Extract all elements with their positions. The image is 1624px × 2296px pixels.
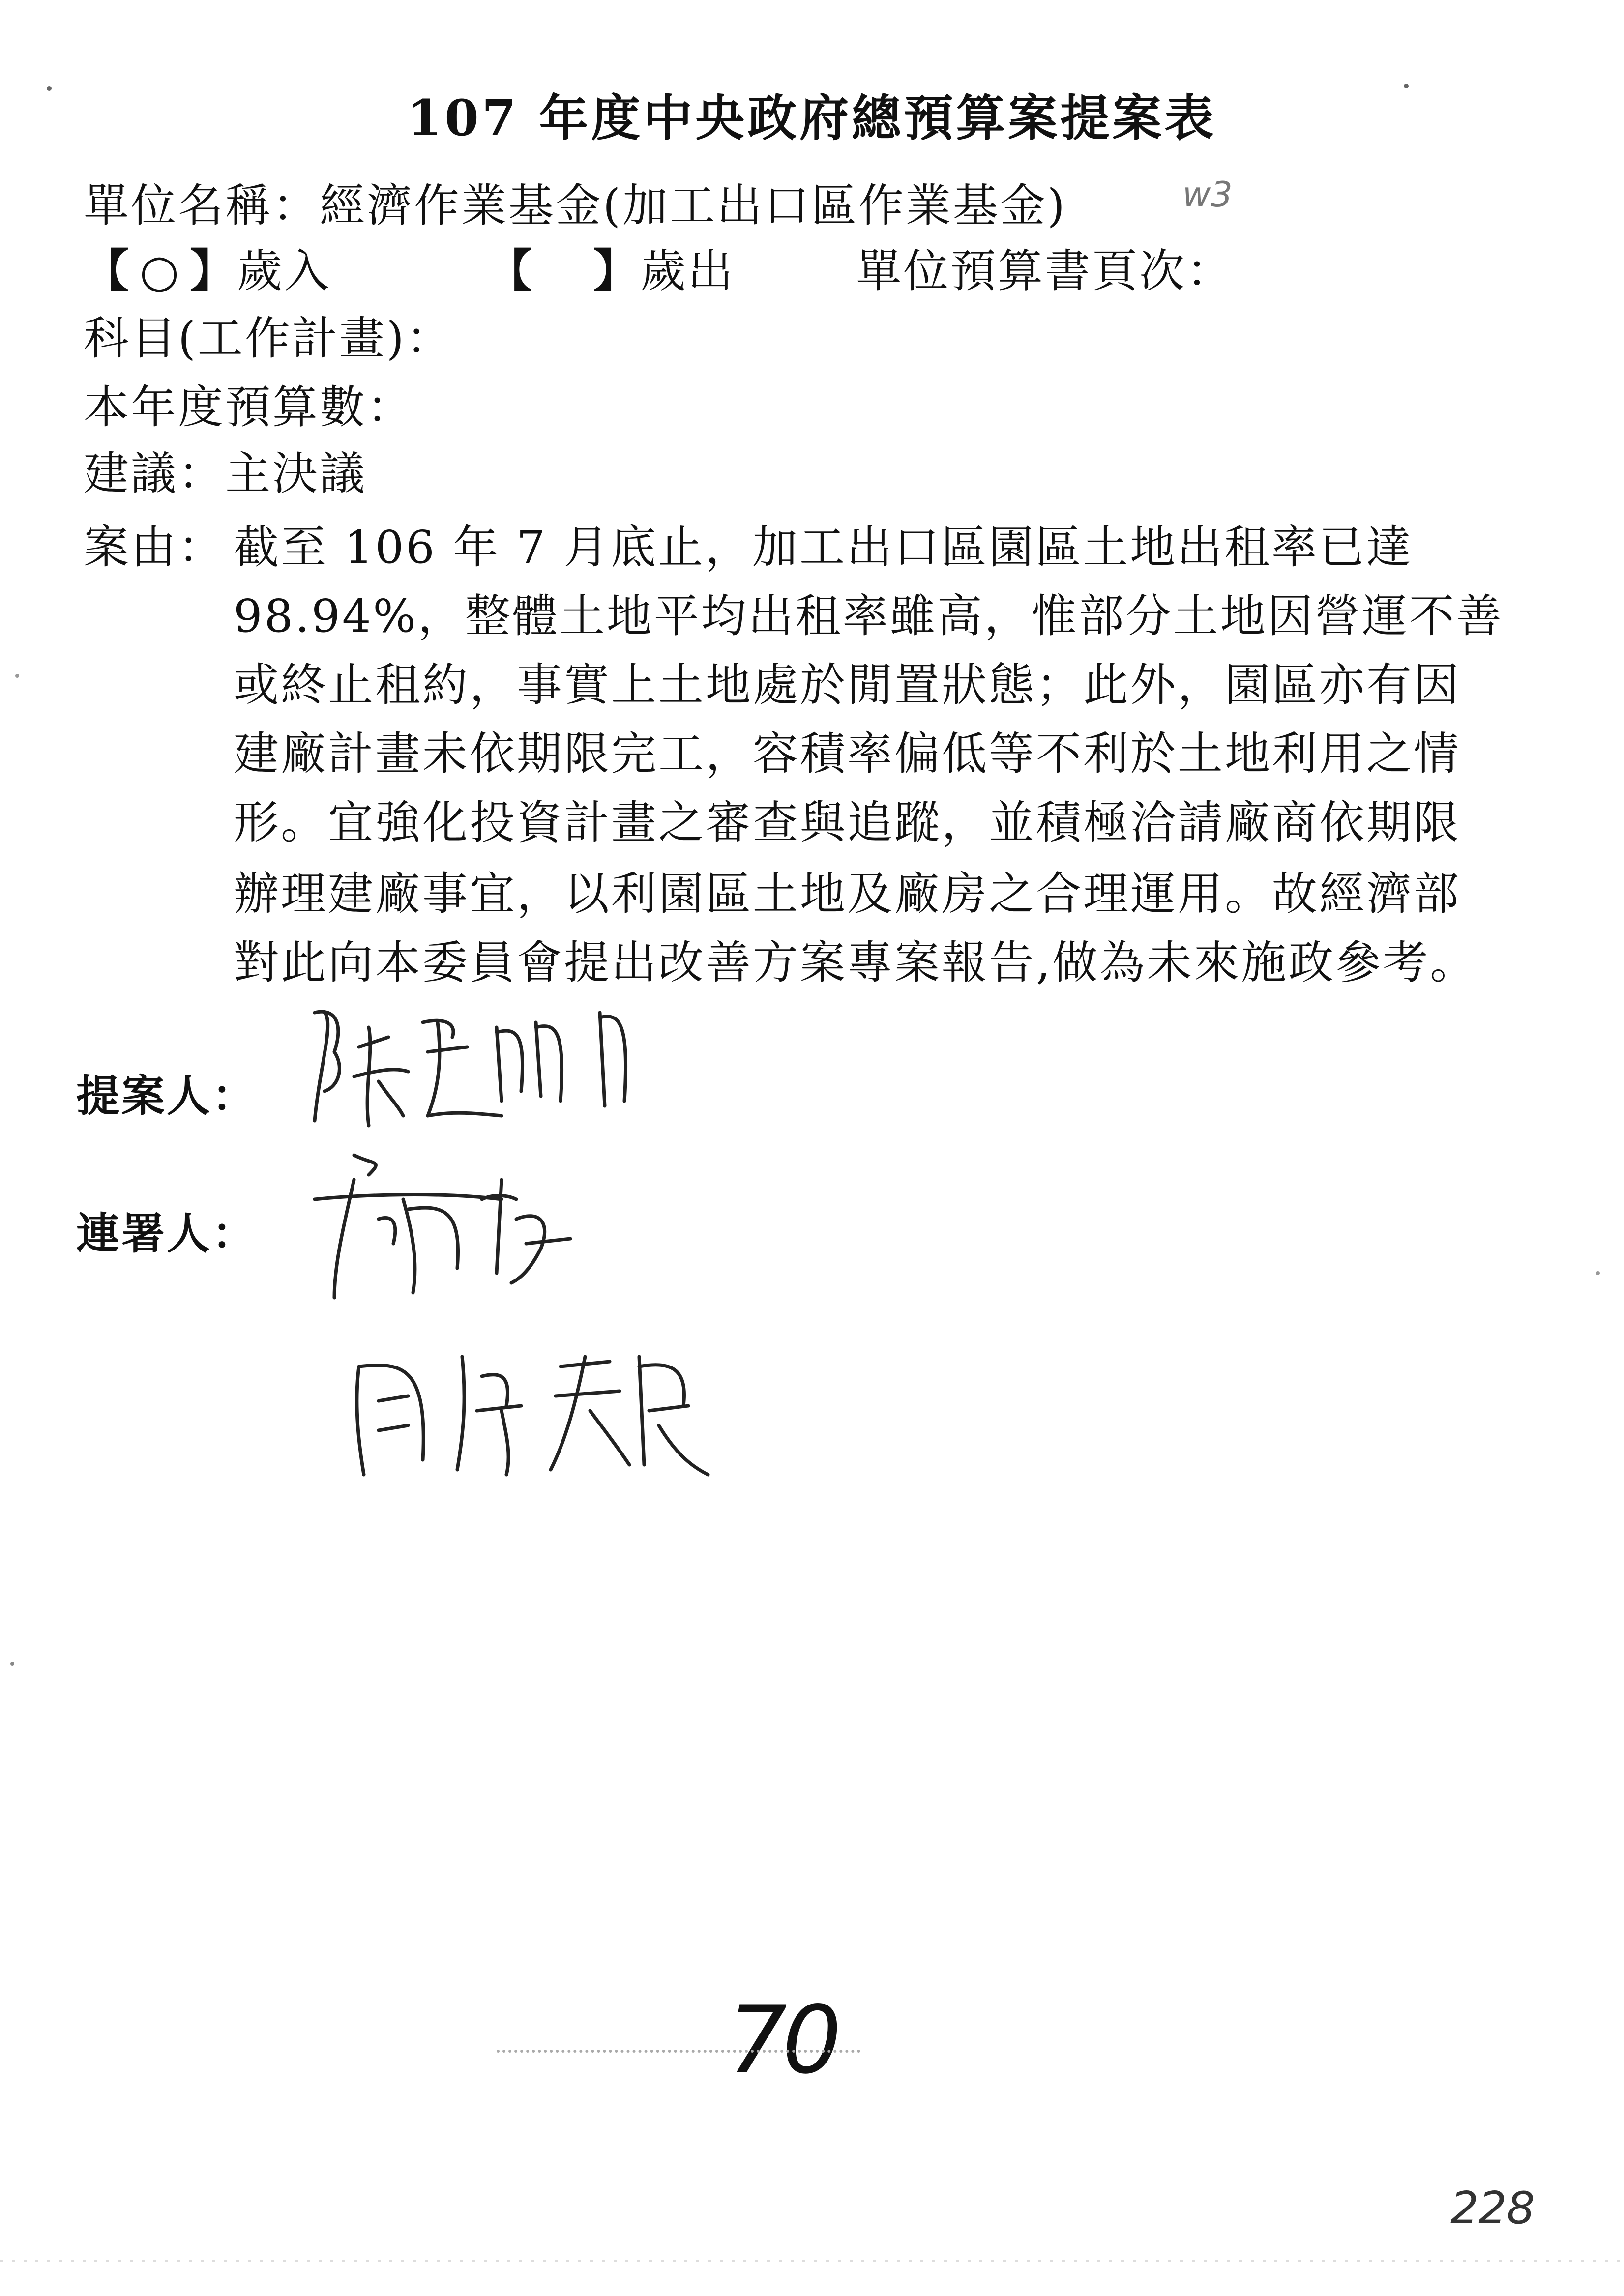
- expense-label: 歲出: [640, 245, 735, 297]
- unit-name-label: 單位名稱：: [84, 179, 320, 232]
- reason-line: 辦理建廠事宜，以利園區土地及廠房之合理運用。故經濟部: [234, 868, 1461, 920]
- suggestion-label: 建議：: [84, 447, 226, 500]
- proposer-label: 提案人：: [76, 1071, 258, 1121]
- revenue-checkbox: 【 ○ 】: [84, 244, 237, 297]
- reason-line: 或終止租約，事實上土地處於閒置狀態；此外，園區亦有因: [234, 659, 1461, 711]
- reason-line: 對此向本委員會提出改善方案專案報告,做為未來施政參考。: [234, 936, 1477, 989]
- unit-name-value: 經濟作業基金(加工出口區作業基金): [320, 179, 1067, 232]
- reason-line: 建廠計畫未依期限完工，容積率偏低等不利於土地利用之情: [234, 727, 1461, 780]
- cosigners-label: 連署人：: [76, 1208, 258, 1259]
- document-title: 107 年度中央政府總預算案提案表: [407, 89, 1217, 147]
- budget-page-label: 單位預算書頁次：: [856, 245, 1234, 297]
- reason-label: 案由：: [84, 521, 226, 574]
- expense-checkbox: 【 】: [487, 244, 641, 297]
- revenue-mark: ○: [139, 245, 181, 297]
- reason-line: 98.94%，整體土地平均出租率雖高，惟部分土地因營運不善: [234, 590, 1504, 642]
- revenue-label: 歲入: [237, 245, 332, 297]
- subject-label: 科目(工作計畫)：: [84, 312, 453, 365]
- page-number: 228: [1450, 2182, 1535, 2234]
- reason-line: 形。宜強化投資計畫之審查與追蹤，並積極洽請廠商依期限: [234, 796, 1461, 849]
- handwritten-number: 70: [728, 1986, 837, 2094]
- suggestion-value: 主決議: [225, 447, 367, 500]
- unit-handwritten-note: w3: [1182, 174, 1233, 215]
- reason-line: 截至 106 年 7 月底止，加工出口區園區土地出租率已達: [234, 521, 1414, 574]
- budget-amount-label: 本年度預算數：: [84, 381, 414, 434]
